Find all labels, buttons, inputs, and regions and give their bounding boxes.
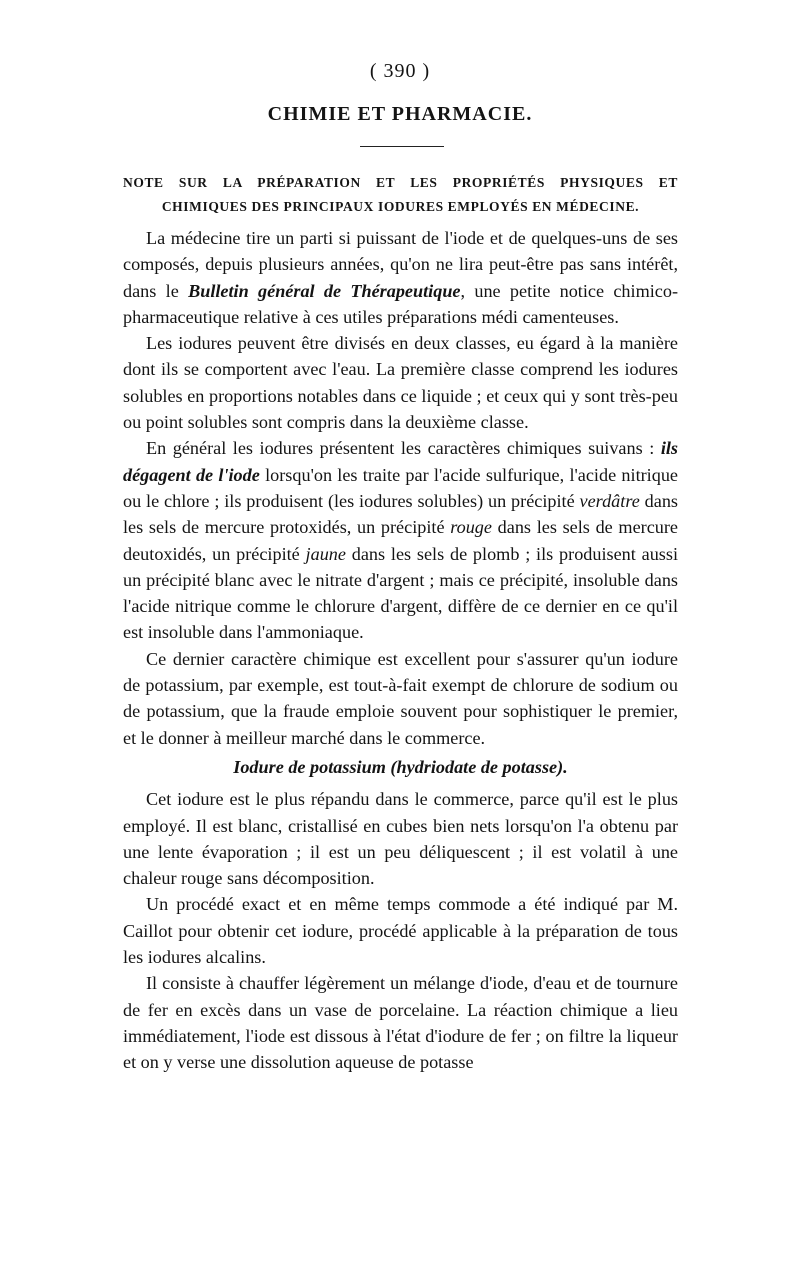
paragraph-7: Il consiste à chauffer légèrement un mélange d'iode, d'eau et de tournure de fer en excès dans un vase de porcelaine. La réaction chimique a lieu immédiatement, l'iode est dissous à l'état d'iodure de fer ; on filtre la liqueur et on y verse une dissolution aqueuse de potasse bbox=[123, 973, 678, 1073]
paragraph-5: Cet iodure est le plus répandu dans le commerce, parce qu'il est le plus employé. Il est blanc, cristallisé en cubes bien nets lorsqu'on l'a obtenu par une lente évaporation ; il est un peu déliquescent ; il est volatil à une chaleur rouge sans décomposition. bbox=[123, 789, 678, 889]
page-number: ( 390 ) bbox=[369, 60, 431, 82]
italic-phrase: ils dégagent de l'iode bbox=[123, 438, 678, 485]
text-run: La médecine tire un parti si puissant de l'iode et de quelques-uns de ses composés, depuis plusieurs années, qu'on ne lira peut-être pas sans intérêt, dans le bbox=[123, 228, 678, 301]
note-heading bbox=[123, 171, 678, 219]
note-heading-line-2: CHIMIQUES DES PRINCIPAUX IODURES EMPLOYÉS EN MÉDECINE. bbox=[161, 199, 640, 214]
italic-word: rouge bbox=[450, 517, 492, 538]
text-run: , une petite notice chimico-pharmaceutique relative à ces utiles préparations médi camenteuses. bbox=[123, 280, 679, 327]
divider-rule bbox=[360, 146, 444, 147]
text-run: lorsqu'on les traite par l'acide sulfurique, l'acide nitrique ou le chlore ; ils produisent (les iodures solubles) un précipité bbox=[123, 464, 678, 511]
italic-word: jaune bbox=[305, 543, 346, 564]
text-run: dans les sels de mercure protoxidés, un précipité bbox=[123, 490, 678, 538]
paragraph-6: Un procédé exact et en même temps commode a été indiqué par M. Caillot pour obtenir cet iodure, procédé applicable à la préparation de tous les iodures alcalins. bbox=[123, 894, 678, 968]
journal-title: Bulletin général de Thérapeutique bbox=[188, 280, 461, 301]
text-run: dans les sels de mercure deutoxidés, un précipité bbox=[123, 517, 679, 564]
paragraph-1 bbox=[123, 225, 678, 330]
paragraph-3 bbox=[123, 435, 678, 645]
note-heading-line-1: NOTE SUR LA PRÉPARATION ET LES PROPRIÉTÉS PHYSIQUES ET bbox=[123, 175, 678, 190]
body-text bbox=[123, 225, 678, 1076]
text-run: dans les sels de plomb ; ils produisent aussi un précipité blanc avec le nitrate d'argent ; mais ce précipité, insoluble dans l'acide nitrique comme le chlorure d'argent, diffère de ce dernier en ce qu'il est insoluble dans l'ammoniaque. bbox=[123, 543, 678, 643]
text-run: En général les iodures présentent les caractères chimiques suivans : bbox=[146, 438, 661, 459]
subheading: Iodure de potassium (hydriodate de potasse). bbox=[233, 756, 568, 777]
paragraph-4: Ce dernier caractère chimique est excellent pour s'assurer qu'un iodure de potassium, par exemple, est tout-à-fait exempt de chlorure de sodium ou de potassium, que la fraude emploie souvent pour sophistiquer le premier, et le donner à meilleur marché dans le commerce. bbox=[123, 648, 678, 748]
italic-word: verdâtre bbox=[579, 490, 640, 511]
paragraph-2: Les iodures peuvent être divisés en deux classes, eu égard à la manière dont ils se comportent avec l'eau. La première classe comprend les iodures solubles en proportions notables dans ce liquide ; et ceux qui y sont très-peu ou point solubles sont compris dans la deuxième classe. bbox=[123, 333, 678, 433]
section-title: CHIMIE ET PHARMACIE. bbox=[267, 103, 533, 125]
